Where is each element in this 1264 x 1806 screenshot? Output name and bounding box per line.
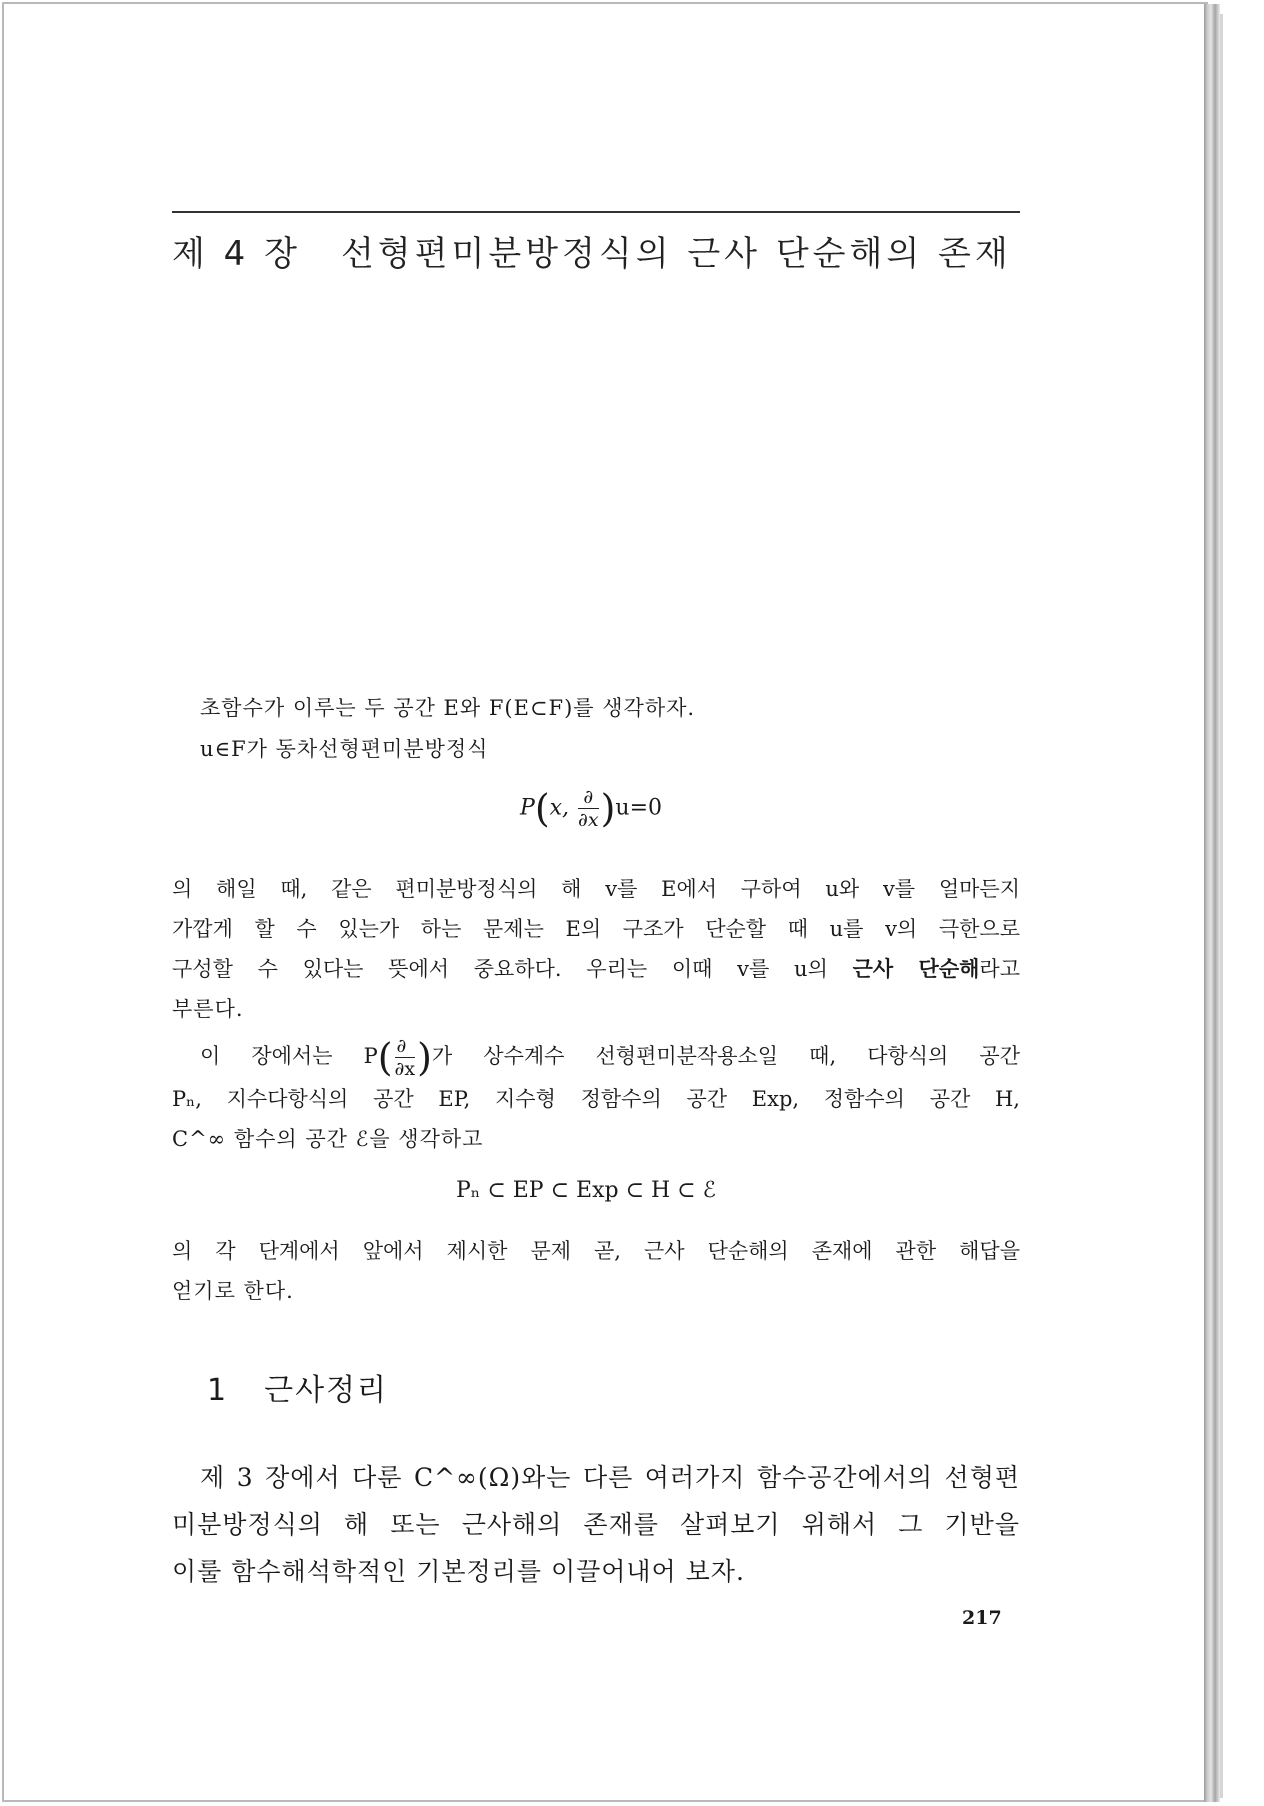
formula1-operator: P: [520, 795, 535, 821]
page-edge-line: [1220, 14, 1223, 1798]
para1-line-1: 의 해일 때, 같은 편미분방정식의 해 v를 E에서 구하여 u와 v를 얼마든지: [172, 877, 1020, 901]
para2-frac-den: ∂x: [394, 1058, 416, 1080]
para1-line-3-text: 구성할 수 있다는 뜻에서 중요하다. 우리는 이때 v를 u의: [172, 957, 828, 981]
formula-space-chain: Pₙ ⊂ EP ⊂ Exp ⊂ H ⊂ ℰ: [456, 1178, 716, 1203]
formula1-open-paren: (: [534, 786, 550, 831]
para3-line-2: 얻기로 한다.: [172, 1279, 294, 1303]
chapter-heading: [172, 226, 1012, 275]
para4-line-2: 미분방정식의 해 또는 근사해의 존재를 살펴보기 위해서 그 기반을: [172, 1510, 1020, 1539]
formula1-fraction: [578, 786, 599, 831]
para1-bold-term: 근사 단순해: [852, 957, 980, 981]
para2-close-paren: ): [417, 1035, 432, 1080]
intro-line-1: 초함수가 이루는 두 공간 E와 F(E⊂F)를 생각하자.: [200, 696, 696, 720]
formula1-rhs: u=0: [615, 795, 663, 821]
para2-line-1: [200, 1035, 1020, 1080]
para2-frac-num: ∂: [395, 1035, 416, 1058]
page-edge-shadow: [1204, 4, 1220, 1802]
para4-line-1: 제 3 장에서 다룬 C^∞(Ω)와는 다른 여러가지 함수공간에서의 선형편: [200, 1463, 1020, 1492]
chapter-number: 제 4 장: [172, 234, 301, 274]
para1-line-2: 가깝게 할 수 있는가 하는 문제는 E의 구조가 단순할 때 u를 v의 극한으로: [172, 917, 1020, 941]
para2-open-paren: (: [377, 1035, 393, 1080]
intro-line-2: u∈F가 동차선형편미분방정식: [200, 737, 489, 761]
para2-line-3: C^∞ 함수의 공간 ℰ을 생각하고: [172, 1127, 484, 1151]
para2-fraction: [395, 1035, 416, 1080]
para1-last-line: 부른다.: [172, 997, 244, 1021]
formula1-frac-num: ∂: [578, 786, 599, 809]
formula1-x: x,: [549, 795, 570, 821]
para2-line-2: Pₙ, 지수다항식의 공간 EP, 지수형 정함수의 공간 Exp, 정함수의 공간 H,: [172, 1087, 1020, 1111]
formula1-close-paren: ): [600, 786, 616, 831]
section-heading: [207, 1365, 388, 1409]
section-number: 1: [207, 1373, 229, 1408]
para1-line-3: [172, 953, 1020, 983]
chapter-rule: [172, 211, 1020, 213]
chapter-title-text: 선형편미분방정식의 근사 단순해의 존재: [340, 234, 1012, 274]
para2-start: 이 장에서는 P: [200, 1044, 378, 1068]
para4-line-3: 이룰 함수해석학적인 기본정리를 이끌어내어 보자.: [172, 1557, 745, 1586]
para3-line-1: 의 각 단계에서 앞에서 제시한 문제 곧, 근사 단순해의 존재에 관한 해답을: [172, 1239, 1020, 1263]
para2-rest: 가 상수계수 선형편미분작용소일 때, 다항식의 공간: [431, 1044, 1020, 1068]
formula-homogeneous-pde: [520, 786, 662, 831]
section-title-text: 근사정리: [264, 1373, 389, 1408]
formula1-frac-den: ∂x: [578, 809, 599, 831]
page-number: 217: [962, 1607, 1002, 1629]
para1-line-3-tail: 라고: [979, 957, 1020, 981]
